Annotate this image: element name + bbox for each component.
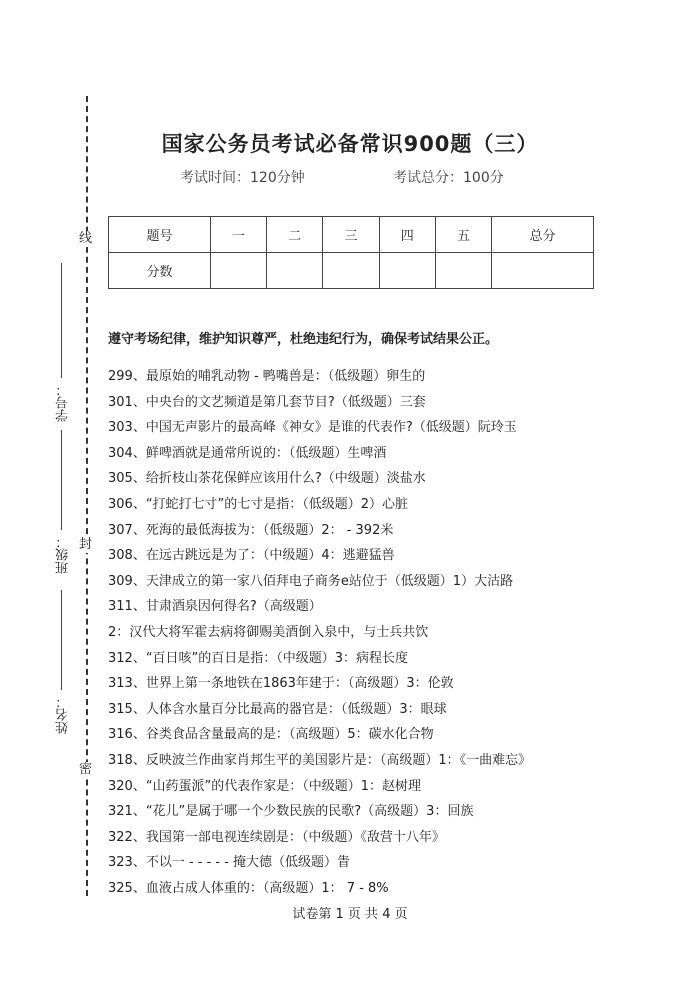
score-input-cell — [267, 253, 323, 289]
score-input-cell — [210, 253, 266, 289]
question-item: 304、鲜啤酒就是通常所说的：（低级题）生啤酒 — [108, 445, 387, 461]
question-item: 307、死海的最低海拔为：（低级题）2： - 392米 — [108, 522, 394, 538]
question-item: 301、中央台的文艺频道是第几套节目?（低级题）三套 — [108, 394, 426, 410]
exam-total-score: 考试总分：100分 — [393, 170, 504, 186]
score-input-cell — [492, 253, 594, 289]
question-item: 322、我国第一部电视连续剧是：（中级题）《敌营十八年》 — [108, 829, 445, 845]
student-id-label: 学号： — [56, 383, 71, 422]
question-item: 320、“山药蛋派”的代表作家是：（中级题）1：赵树理 — [108, 778, 422, 794]
score-table — [108, 216, 594, 289]
student-id-underline — [61, 263, 62, 378]
table-cell: 五 — [435, 217, 491, 253]
table-cell: 三 — [323, 217, 379, 253]
question-item: 308、在远古跳远是为了：（中级题）4：逃避猛兽 — [108, 548, 395, 564]
question-item: 2：汉代大将军霍去病将御赐美酒倒入泉中，与士兵共饮 — [108, 624, 429, 640]
question-item: 313、世界上第一条地铁在1863年建于：（高级题）3：伦敦 — [108, 676, 454, 692]
table-cell: 一 — [210, 217, 266, 253]
page-footer: 试卷第 1 页 共 4 页 — [292, 907, 408, 922]
score-input-cell — [323, 253, 379, 289]
seal-char-feng: 封 — [79, 537, 93, 552]
table-cell: 二 — [267, 217, 323, 253]
question-item: 303、中国无声影片的最高峰《神女》是谁的代表作?（低级题）阮玲玉 — [108, 420, 517, 436]
question-item: 299、最原始的哺乳动物 - 鸭嘴兽是：（低级题）卵生的 — [108, 369, 426, 384]
table-cell: 总分 — [492, 217, 594, 253]
question-item: 321、“花儿”是属于哪一个少数民族的民歌?（高级题）3：回族 — [108, 804, 474, 820]
question-item: 315、人体含水量百分比最高的器官是：（低级题）3：眼球 — [108, 701, 447, 717]
table-cell: 题号 — [109, 217, 211, 253]
score-table-header-row — [109, 217, 594, 253]
table-cell: 分数 — [109, 253, 211, 289]
question-list — [108, 364, 688, 901]
class-underline — [61, 430, 62, 530]
page-title: 国家公务员考试必备常识900题（三） — [161, 132, 539, 156]
question-item: 309、天津成立的第一家八佰拜电子商务e站位于（低级题）1）大沽路 — [108, 573, 514, 589]
question-item: 325、血液占成人体重的：（高级题）1： 7 - 8% — [108, 880, 389, 896]
name-label: 姓名： — [56, 695, 71, 734]
question-item: 306、“打蛇打七寸”的七寸是指：（低级题）2）心脏 — [108, 496, 409, 512]
exam-time: 考试时间：120分钟 — [180, 170, 305, 186]
seal-char-xian: 线 — [79, 231, 93, 246]
question-item: 318、反映波兰作曲家肖邦生平的美国影片是：（高级题）1：《一曲难忘》 — [108, 752, 532, 768]
question-item: 311、甘肃酒泉因何得名?（高级题） — [108, 599, 322, 615]
question-item: 316、谷类食品含量最高的是：（高级题）5：碳水化合物 — [108, 727, 434, 743]
exam-notice: 遵守考场纪律，维护知识尊严，杜绝违纪行为，确保考试结果公正。 — [108, 332, 499, 347]
seal-char-mi: 密 — [79, 762, 93, 777]
score-input-cell — [435, 253, 491, 289]
question-item: 305、给折枝山茶花保鲜应该用什么?（中级题）淡盐水 — [108, 471, 426, 487]
question-item: 323、不以一 - - - - - 掩大德（低级题）眚 — [108, 855, 351, 871]
score-table-score-row — [109, 253, 594, 289]
score-input-cell — [379, 253, 435, 289]
question-item: 312、“百日咳”的百日是指：（中级题）3：病程长度 — [108, 650, 409, 666]
table-cell: 四 — [379, 217, 435, 253]
class-label: 班级： — [56, 535, 71, 574]
name-underline — [61, 590, 62, 690]
